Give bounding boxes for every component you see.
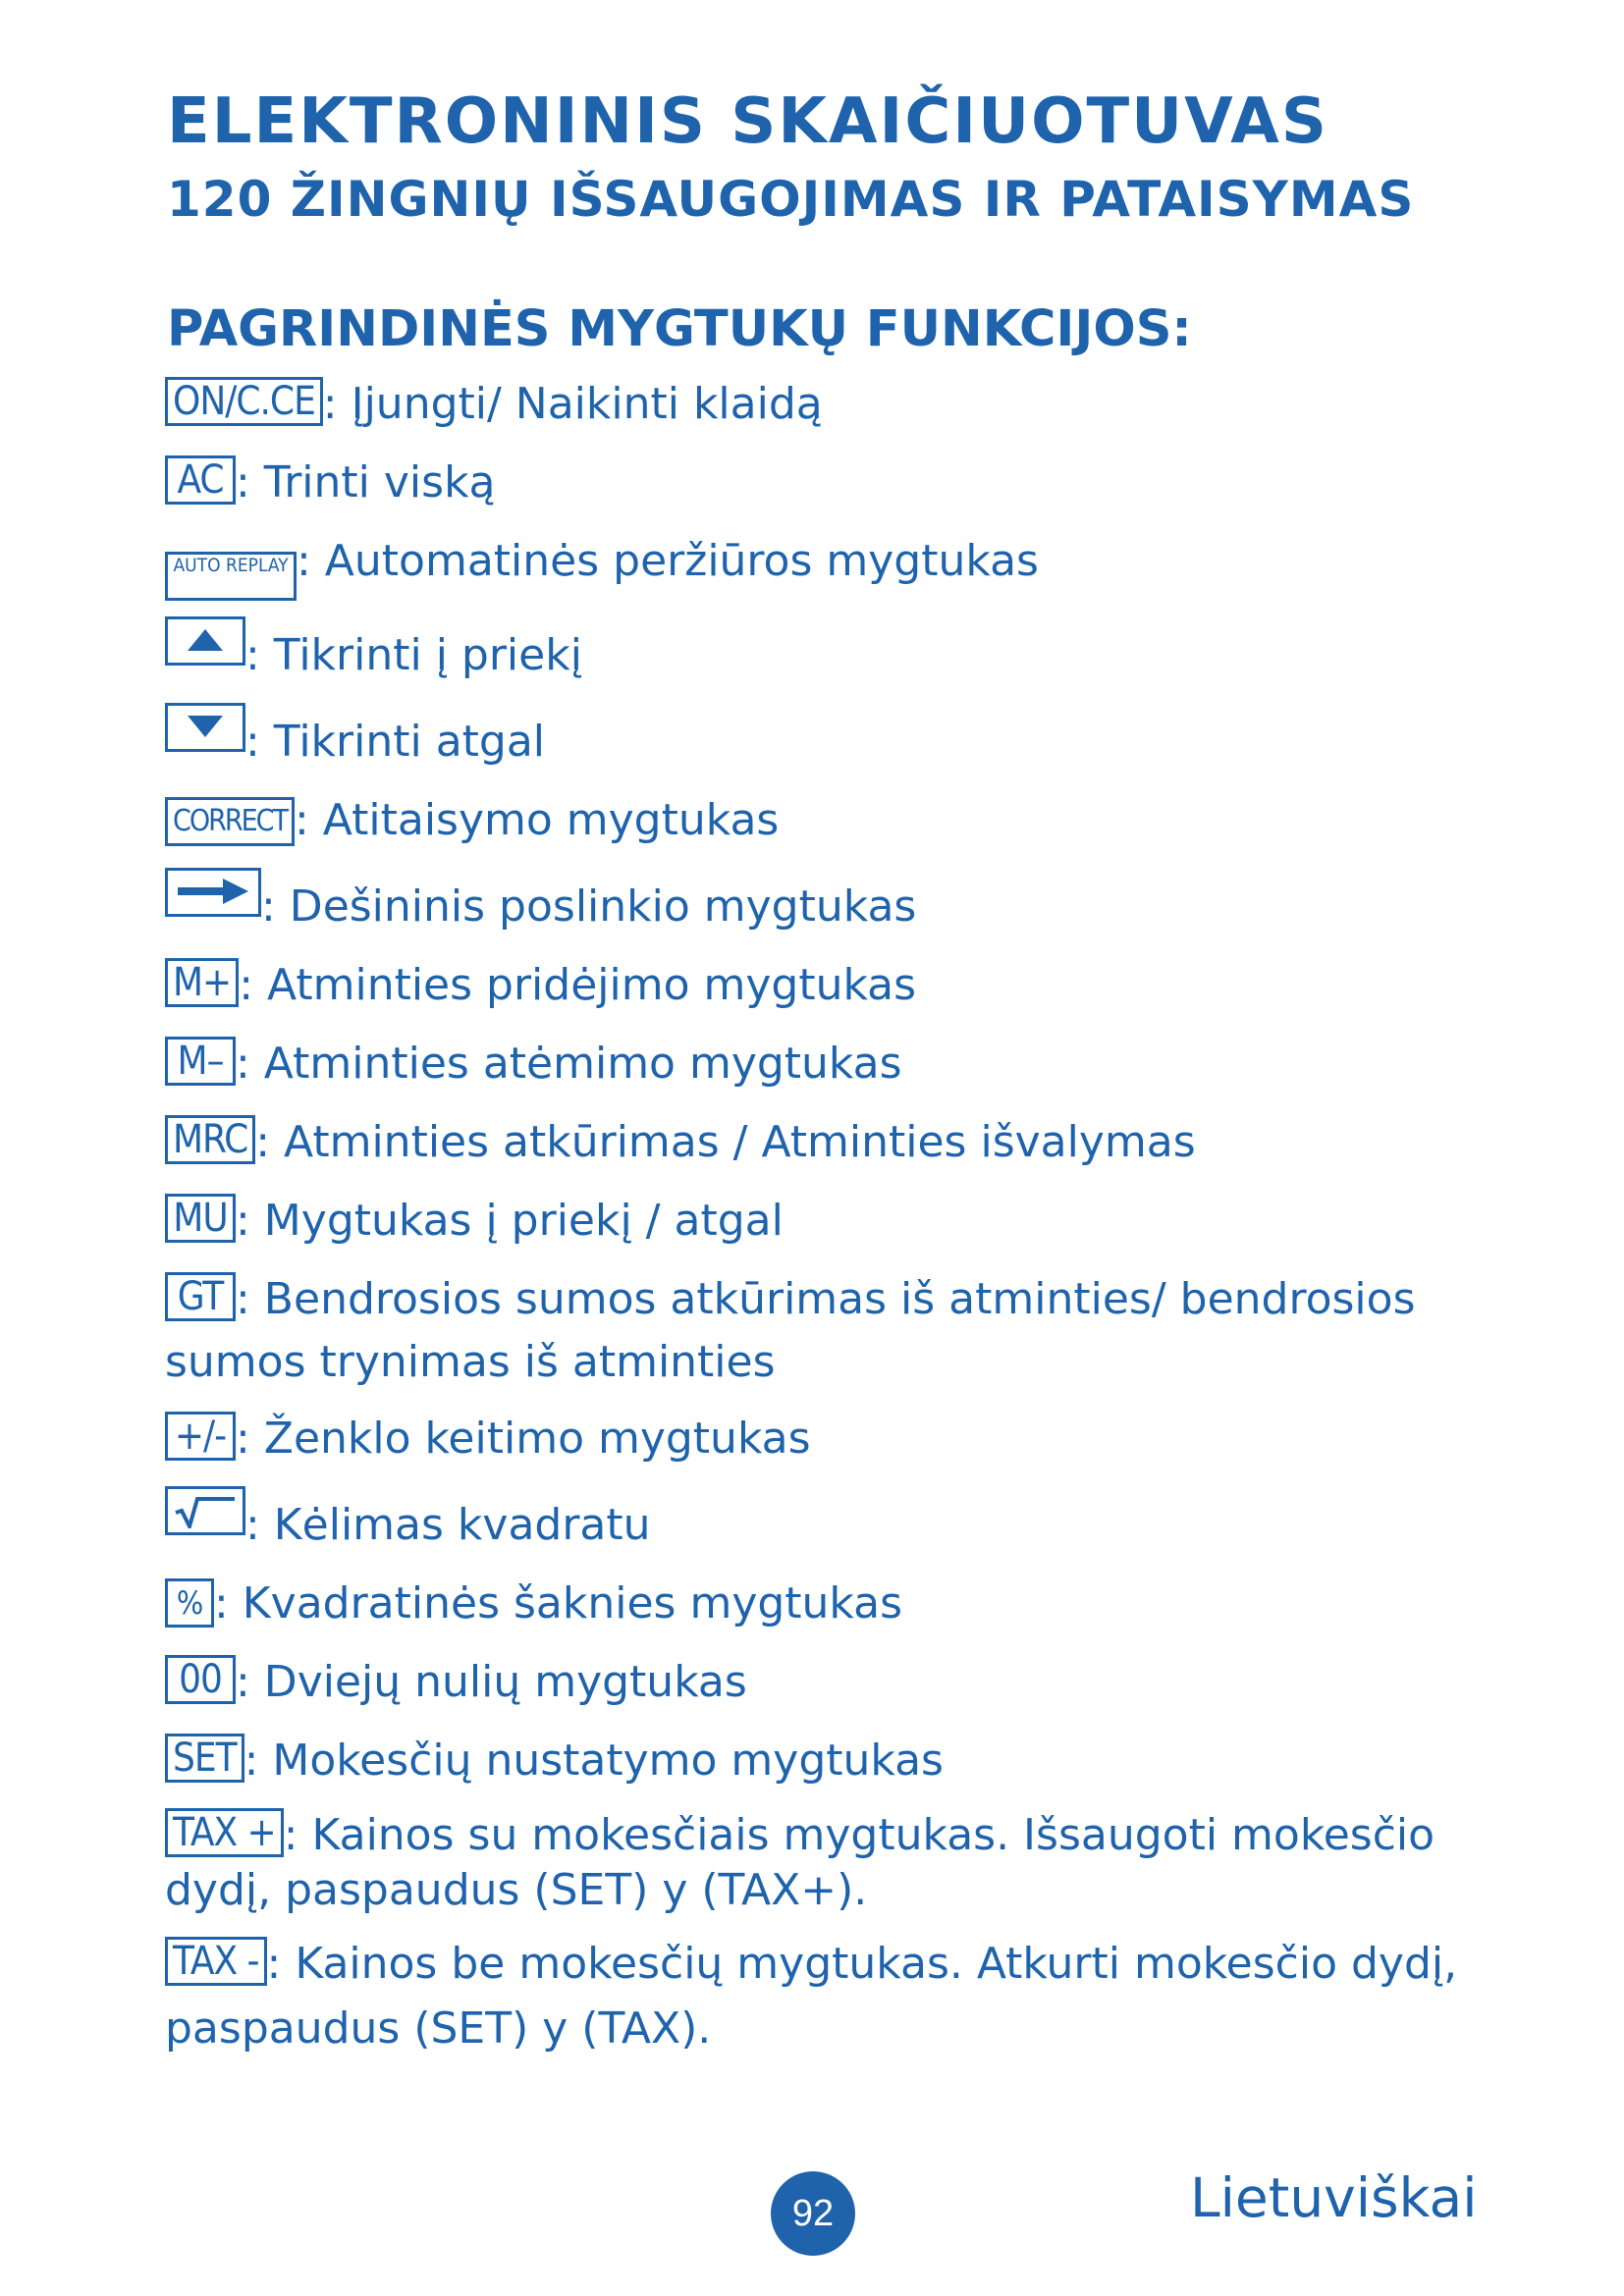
key-mrc: MRC [165,1115,255,1164]
item-description: : Kainos be mokesčių mygtukas. Atkurti mokesčio dydį, paspaudus (SET) y (TAX). [165,1939,1458,2054]
key-function-list [165,373,1490,2077]
list-item [165,1808,1490,1918]
item-description: : Tikrinti atgal [245,717,546,767]
list-item [165,1190,1490,1253]
list-item [165,373,1490,436]
list-item [165,1033,1490,1095]
item-description: : Mokesčių nustatymo mygtukas [244,1735,944,1786]
list-item [165,954,1490,1017]
item-description: : Atminties atkūrimas / Atminties išvalymas [255,1117,1196,1167]
key-on-c-ce: ON/C.CE [165,377,323,426]
item-description: : Automatinės peržiūros mygtukas [297,536,1039,586]
list-item [165,1408,1490,1470]
list-item [165,1932,1490,2061]
item-description: : Dešininis poslinkio mygtukas [261,881,917,932]
list-item [165,868,1490,938]
list-item [165,703,1490,774]
list-item [165,1651,1490,1714]
key-percent: % [165,1578,214,1628]
item-description: : Trinti viską [236,457,496,507]
item-description: : Atminties atėmimo mygtukas [236,1039,902,1089]
list-item [165,1486,1490,1557]
list-item [165,1573,1490,1635]
item-description: : Bendrosios sumos atkūrimas iš atminties/ bendrosios sumos trynimas iš atminties [165,1274,1416,1387]
section-heading: PAGRINDINĖS MYGTUKŲ FUNKCIJOS: [167,300,1192,358]
item-description: : Mygtukas į priekį / atgal [236,1196,784,1246]
item-description: : Kėlimas kvadratu [245,1500,651,1550]
square-root-icon [165,1486,245,1535]
item-description: : Atitaisymo mygtukas [294,795,780,845]
list-item [165,789,1490,852]
key-gt: GT [165,1272,236,1321]
document-title: ELEKTRONINIS SKAIČIUOTUVAS [167,85,1328,158]
key-tax-plus: TAX + [165,1808,284,1857]
list-item [165,1111,1490,1174]
key-m-plus: M+ [165,958,239,1007]
item-description: : Tikrinti į priekį [245,630,582,680]
list-item [165,1268,1490,1394]
item-description: : Kainos su mokesčiais mygtukas. Išsaugoti mokesčio dydį, paspaudus (SET) y (TAX+). [165,1810,1435,1915]
item-description: : Atminties pridėjimo mygtukas [239,960,917,1010]
item-description: : Dviejų nulių mygtukas [236,1657,747,1707]
down-arrow-icon [165,703,245,752]
key-set: SET [165,1734,244,1783]
item-description: : Įjungti/ Naikinti klaidą [322,379,823,429]
key-mu: MU [165,1194,236,1243]
key-correct: CORRECT [165,797,295,846]
language-label: Lietuviškai [1190,2166,1478,2229]
key-double-zero: 00 [165,1655,236,1704]
key-auto-replay: AUTO REPLAY [165,552,297,601]
key-m-minus: M– [165,1037,236,1086]
list-item [165,452,1490,514]
document-subtitle: 120 ŽINGNIŲ IŠSAUGOJIMAS IR PATAISYMAS [167,171,1415,228]
list-item [165,530,1490,601]
item-description: : Kvadratinės šaknies mygtukas [214,1578,903,1629]
page-number-badge: 92 [771,2171,855,2256]
key-ac: AC [165,455,236,505]
key-plus-minus: +/- [165,1412,236,1461]
list-item [165,616,1490,687]
list-item [165,1730,1490,1792]
item-description: : Ženklo keitimo mygtukas [236,1414,811,1464]
key-tax-minus: TAX - [165,1937,267,1986]
up-arrow-icon [165,616,245,666]
right-arrow-icon [165,868,261,917]
